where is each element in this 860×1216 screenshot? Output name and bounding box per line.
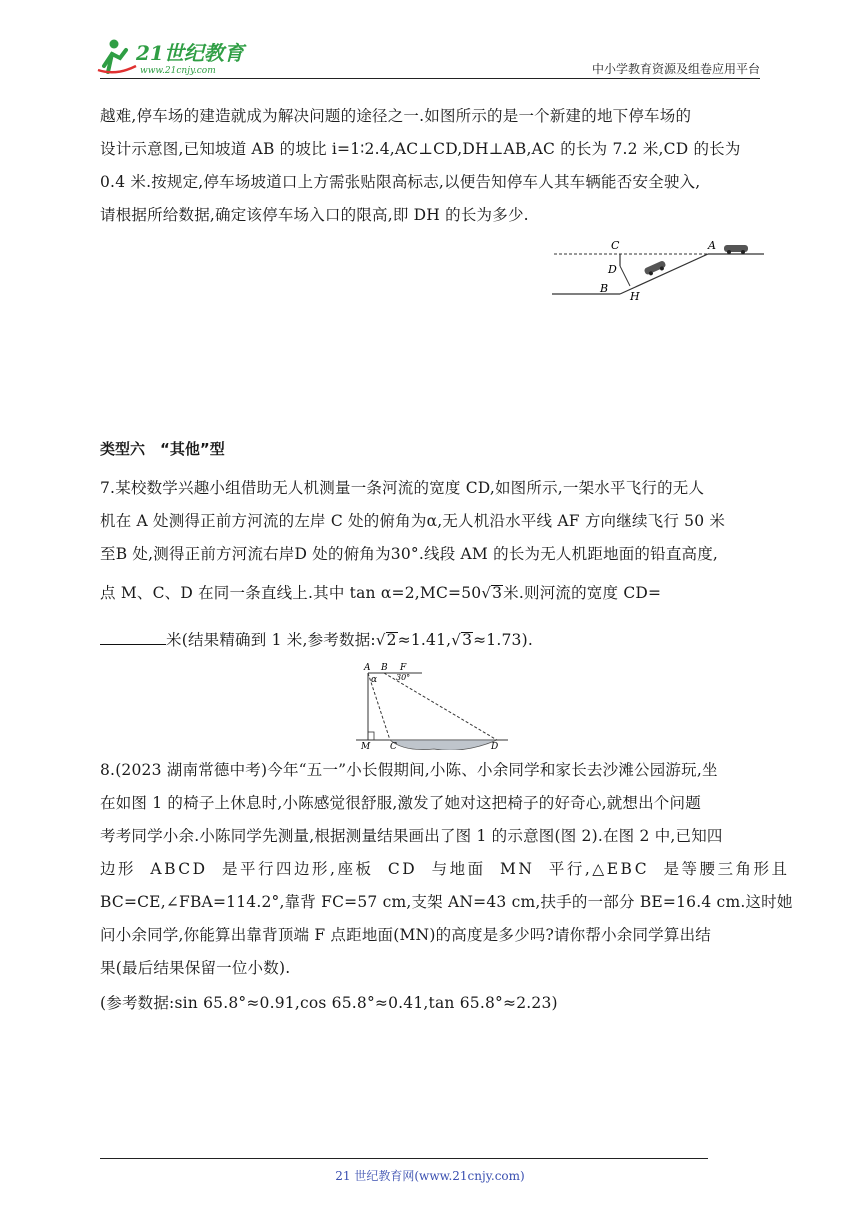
sqrt-sign: √ bbox=[375, 631, 386, 649]
q7-line-2: 机在 A 处测得正前方河流的左岸 C 处的俯角为α,无人机沿水平线 AF 方向继续飞行 50 米 bbox=[100, 512, 726, 530]
sqrt-radicand: 3 bbox=[492, 584, 503, 602]
sqrt-sign: √ bbox=[451, 631, 462, 649]
label-M: M bbox=[361, 742, 371, 750]
label-H: H bbox=[630, 290, 640, 303]
sqrt-sign: √ bbox=[481, 584, 492, 602]
answer-blank bbox=[100, 630, 166, 645]
label-D: D bbox=[491, 742, 499, 750]
q6-line-4: 请根据所给数据,确定该停车场入口的限高,即 DH 的长为多少. bbox=[100, 206, 529, 224]
label-C: C bbox=[611, 239, 620, 252]
q8-line-2: 在如图 1 的椅子上休息时,小陈感觉很舒服,激发了她对这把椅子的好奇心,就想出个问题 bbox=[100, 794, 701, 812]
q7-line-4-pre: 点 M、C、D 在同一条直线上.其中 tan α=2,MC=50 bbox=[100, 584, 482, 602]
q7-line-4-post: 米.则河流的宽度 CD= bbox=[503, 584, 662, 602]
label-C: C bbox=[390, 742, 397, 750]
q6-line-1: 越难,停车场的建造就成为解决问题的途径之一.如图所示的是一个新建的地下停车场的 bbox=[100, 107, 692, 125]
q7-line-5-c: ≈1.73). bbox=[473, 631, 533, 649]
q7-line-5-a: 米(结果精确到 1 米,参考数据: bbox=[166, 631, 376, 649]
q7-line-5-b: ≈1.41, bbox=[397, 631, 452, 649]
q8-line-3: 考考同学小余.小陈同学先测量,根据测量结果画出了图 1 的示意图(图 2).在图 2 中,已知四 bbox=[100, 827, 723, 845]
q6-line-2: 设计示意图,已知坡道 AB 的坡比 i=1∶2.4,AC⊥CD,DH⊥AB,AC 的长为 7.2 米,CD 的长为 bbox=[100, 140, 741, 158]
logo-url: www.21cnjy.com bbox=[140, 66, 216, 76]
label-30deg: 30° bbox=[396, 673, 411, 682]
q8-line-8: (参考数据:sin 65.8°≈0.91,cos 65.8°≈0.41,tan 65.8°≈2.23) bbox=[100, 994, 558, 1012]
q7-line-4 bbox=[100, 583, 661, 603]
section-heading: 类型六 “其他”型 bbox=[100, 440, 225, 458]
header-platform-name: 中小学教育资源及组卷应用平台 bbox=[591, 62, 760, 76]
drone-river-figure bbox=[354, 662, 510, 750]
header-divider bbox=[100, 78, 760, 79]
q6-line-3: 0.4 米.按规定,停车场坡道口上方需张贴限高标志,以便告知停车人其车辆能否安全驶入, bbox=[100, 173, 701, 191]
label-alpha: α bbox=[371, 675, 378, 685]
sqrt-radicand: 2 bbox=[386, 631, 397, 649]
footer-link[interactable]: 21 世纪教育网(www.21cnjy.com) bbox=[335, 1169, 525, 1183]
sqrt-radicand: 3 bbox=[462, 631, 473, 649]
q8-line-5: BC=CE,∠FBA=114.2°,靠背 FC=57 cm,支架 AN=43 cm,扶手的一部分 BE=16.4 cm.这时她 bbox=[100, 893, 793, 911]
label-B: B bbox=[600, 282, 609, 295]
q8-line-1: 8.(2023 湖南常德中考)今年“五一”小长假期间,小陈、小余同学和家长去沙滩公园游玩,坐 bbox=[100, 761, 718, 779]
footer-divider bbox=[100, 1158, 708, 1159]
label-F: F bbox=[400, 663, 407, 673]
q7-line-1: 7.某校数学兴趣小组借助无人机测量一条河流的宽度 CD,如图所示,一架水平飞行的无人 bbox=[100, 479, 705, 497]
parking-ramp-figure bbox=[548, 234, 766, 304]
logo-text: 21世纪教育 bbox=[136, 41, 244, 65]
q7-line-5 bbox=[100, 630, 533, 650]
label-D: D bbox=[608, 263, 617, 276]
river-shape bbox=[390, 740, 497, 750]
q8-line-4: 边形 ABCD 是平行四边形,座板 CD 与地面 MN 平行,△EBC 是等腰三角形且 bbox=[100, 860, 790, 878]
site-logo bbox=[96, 36, 266, 76]
car-icon bbox=[724, 245, 748, 254]
label-B: B bbox=[381, 663, 388, 673]
q8-line-7: 果(最后结果保留一位小数). bbox=[100, 959, 291, 977]
runner-icon bbox=[98, 40, 136, 73]
q7-line-3: 至B 处,测得正前方河流右岸D 处的俯角为30°.线段 AM 的长为无人机距地面的铅直高度, bbox=[100, 545, 719, 563]
label-A: A bbox=[708, 239, 716, 252]
label-A: A bbox=[364, 663, 371, 673]
q8-line-6: 问小余同学,你能算出靠背顶端 F 点距地面(MN)的高度是多少吗?请你帮小余同学算出结 bbox=[100, 926, 711, 944]
